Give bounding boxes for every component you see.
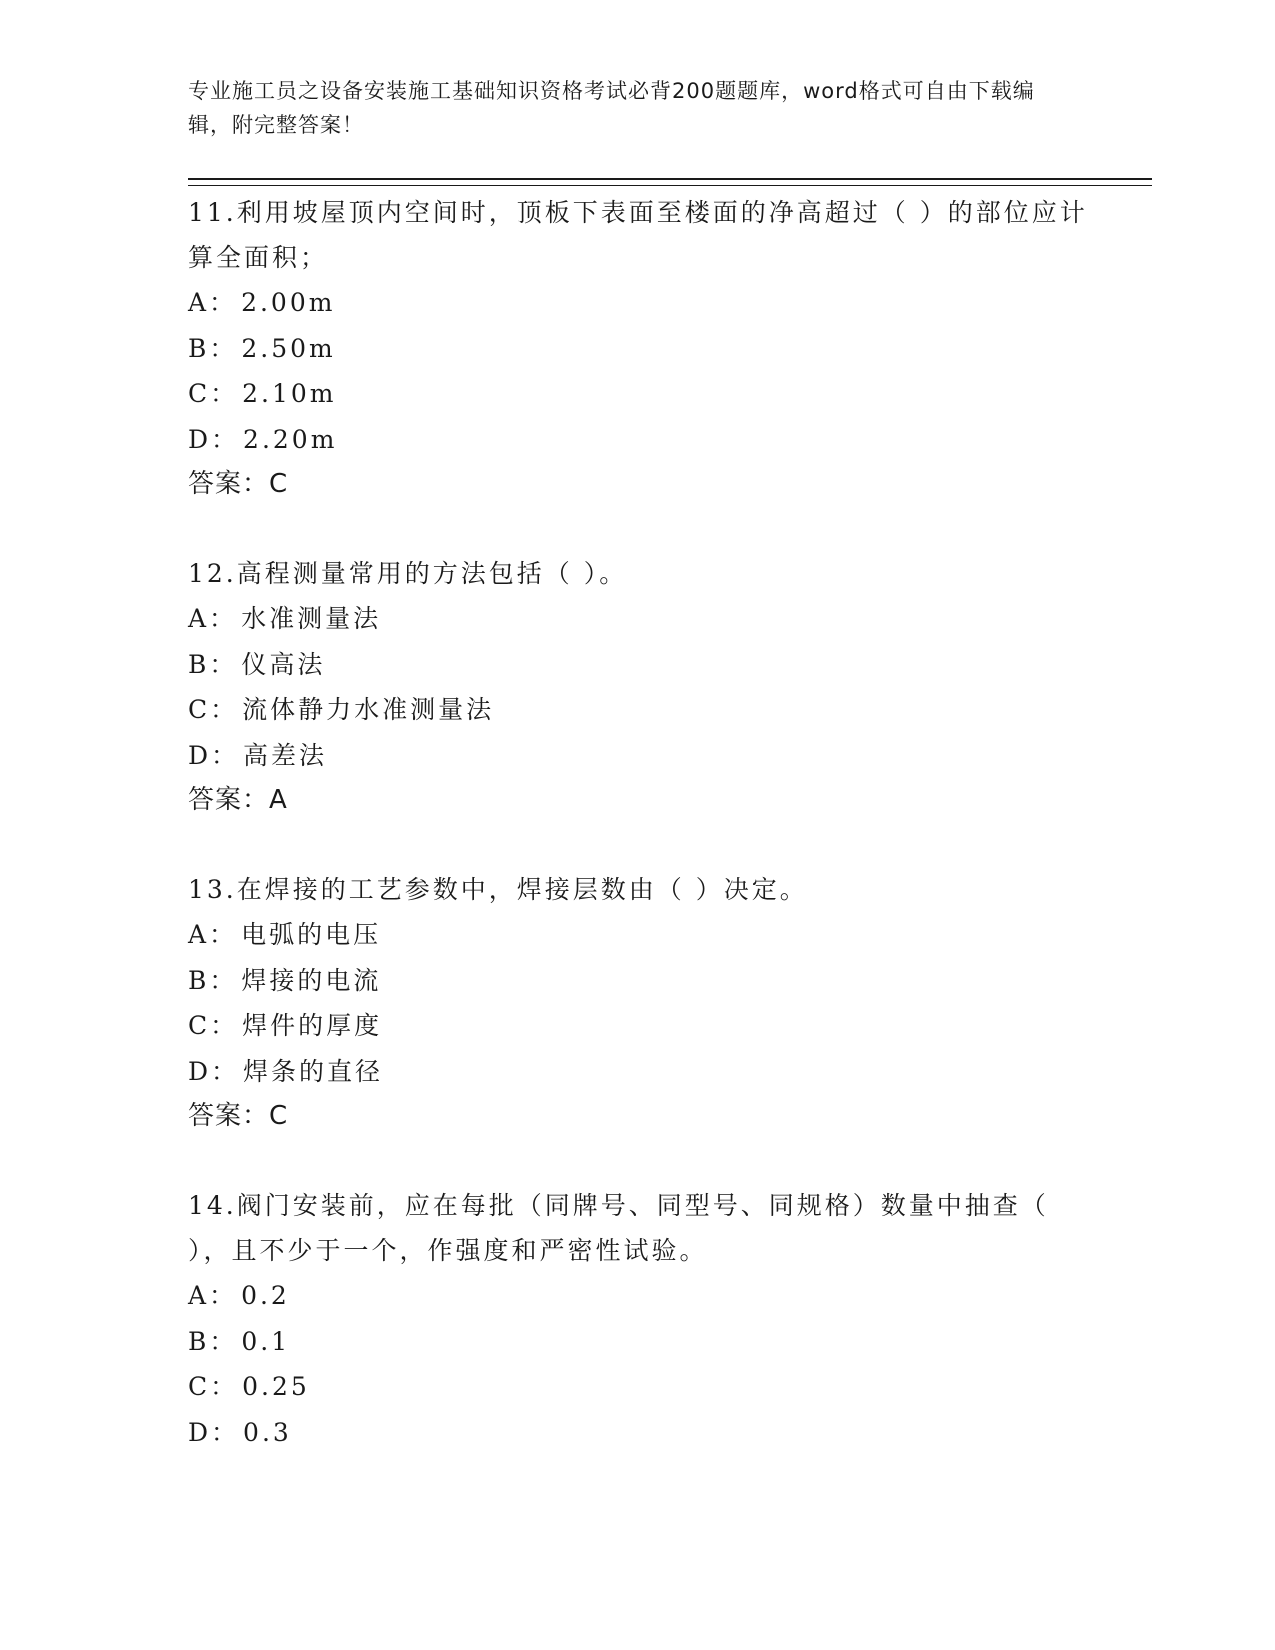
option-d bbox=[188, 1410, 1088, 1456]
option-d bbox=[188, 733, 1088, 779]
option-letter: D： bbox=[188, 1056, 240, 1086]
option-b bbox=[188, 642, 1088, 688]
option-text: 水准测量法 bbox=[241, 604, 382, 633]
option-text: 0.1 bbox=[241, 1326, 291, 1356]
option-text: 高差法 bbox=[243, 740, 328, 770]
option-a bbox=[188, 912, 1088, 958]
question-stem: 13.在焊接的工艺参数中，焊接层数由（ ）决定。 bbox=[188, 875, 808, 904]
question-item bbox=[188, 867, 1088, 1139]
option-text: 仪高法 bbox=[241, 649, 326, 679]
option-letter: C： bbox=[188, 1372, 239, 1401]
option-letter: A： bbox=[188, 288, 238, 317]
option-text: 焊接的电流 bbox=[241, 965, 382, 995]
answer-line: 答案：A bbox=[188, 785, 288, 815]
option-letter: A： bbox=[188, 604, 238, 633]
option-letter: C： bbox=[188, 695, 239, 724]
option-b bbox=[188, 1319, 1088, 1365]
question-item bbox=[188, 190, 1088, 507]
option-letter: B： bbox=[188, 1326, 238, 1356]
option-letter: D： bbox=[188, 424, 240, 454]
option-a bbox=[188, 596, 1088, 642]
option-text: 2.00m bbox=[241, 288, 336, 317]
option-letter: B： bbox=[188, 333, 238, 363]
option-a bbox=[188, 1273, 1088, 1319]
option-text: 0.2 bbox=[241, 1281, 290, 1310]
option-letter: C： bbox=[188, 379, 239, 408]
option-text: 流体静力水准测量法 bbox=[242, 695, 495, 724]
option-text: 焊件的厚度 bbox=[242, 1011, 383, 1040]
option-text: 焊条的直径 bbox=[243, 1056, 384, 1086]
question-stem: 14.阀门安装前，应在每批（同牌号、同型号、同规格）数量中抽查（ ），且不少于一个，作强度和严密性试验。 bbox=[188, 1191, 1049, 1265]
option-text: 2.10m bbox=[242, 379, 337, 408]
option-c bbox=[188, 1003, 1088, 1049]
option-d bbox=[188, 1049, 1088, 1095]
option-text: 电弧的电压 bbox=[241, 920, 382, 949]
header-divider bbox=[188, 178, 1152, 186]
question-stem: 11.利用坡屋顶内空间时，顶板下表面至楼面的净高超过（ ）的部位应计算全面积； bbox=[188, 198, 1088, 272]
option-letter: B： bbox=[188, 649, 238, 679]
option-b bbox=[188, 326, 1088, 372]
option-letter: A： bbox=[188, 1281, 238, 1310]
question-item bbox=[188, 551, 1088, 823]
option-c bbox=[188, 371, 1088, 417]
option-letter: A： bbox=[188, 920, 238, 949]
option-c bbox=[188, 1364, 1088, 1410]
option-b bbox=[188, 958, 1088, 1004]
option-a bbox=[188, 280, 1088, 326]
option-letter: C： bbox=[188, 1011, 239, 1040]
option-letter: D： bbox=[188, 740, 240, 770]
answer-line: 答案：C bbox=[188, 469, 289, 499]
option-letter: B： bbox=[188, 965, 238, 995]
option-text: 0.25 bbox=[242, 1372, 310, 1401]
option-c bbox=[188, 687, 1088, 733]
question-stem: 12.高程测量常用的方法包括（ ）。 bbox=[188, 559, 628, 588]
question-item bbox=[188, 1183, 1088, 1455]
option-d bbox=[188, 417, 1088, 463]
answer-line: 答案：C bbox=[188, 1101, 289, 1131]
option-letter: D： bbox=[188, 1417, 240, 1447]
question-list bbox=[188, 190, 1088, 1499]
option-text: 2.50m bbox=[241, 333, 336, 363]
document-title: 专业施工员之设备安装施工基础知识资格考试必背200题题库，word格式可自由下载编辑，附完整答案！ bbox=[188, 79, 1035, 137]
option-text: 0.3 bbox=[243, 1417, 292, 1447]
option-text: 2.20m bbox=[243, 424, 338, 454]
